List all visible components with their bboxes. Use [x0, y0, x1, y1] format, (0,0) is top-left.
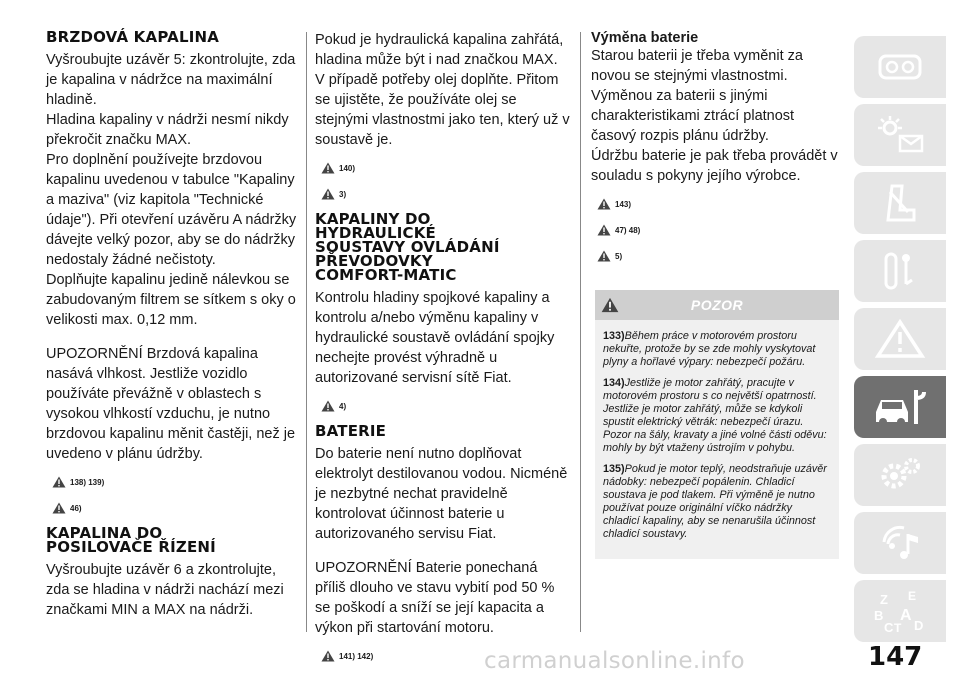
brake-text-2: Hladina kapaliny v nádrži nesmí nikdy překročit značku MAX.: [46, 112, 289, 148]
tab-emergency[interactable]: [854, 308, 946, 370]
warning-box-body: [595, 320, 839, 541]
settings-gears-icon: [870, 452, 930, 498]
car-service-icon: [870, 384, 930, 430]
brake-text-3: Pro doplnění používejte brzdovou kapalinu uvedenou v tabulce "Kapaliny a maziva" (viz kapitola "Technické údaje"). Při otevření uzávěru A nádržky dávejte velký pozor, aby se do nádržky nedostaly žádné nečistoty.: [46, 152, 297, 268]
reference-label: 138) 139): [70, 477, 105, 487]
index-letter: Z: [880, 592, 888, 607]
warning-item-text: Jestliže je motor zahřátý, pracujte v motorovém prostoru s co největší opatrností. Jestliže je motor zahřátý, může se kdykoli spustit elektrický větrák: nebezpečí úrazu. Pozor na šály, kravaty a jiné volné části oděvu: mohly by být vtaženy ústrojím v pohybu.: [603, 377, 827, 454]
reference-label: 5): [615, 251, 623, 261]
reference-note: [597, 196, 839, 212]
battery-replace-text-3: Údržbu baterie je pak třeba provádět v souladu s pokyny jejího výrobce.: [591, 148, 838, 184]
warning-box: [595, 290, 839, 559]
reference-note: [52, 474, 298, 490]
column-divider: [306, 32, 307, 632]
tab-service[interactable]: [854, 376, 946, 438]
reference-note: [321, 160, 571, 176]
index-letter: E: [908, 589, 917, 603]
column-right: [591, 30, 839, 559]
tab-safety[interactable]: [854, 172, 946, 234]
brake-note: UPOZORNĚNÍ Brzdová kapalina nasává vlhkost. Jestliže vozidlo používáte převážně v oblastech s vysokou vlhkostí vzduchu, je nutno brzdovou kapalinu měnit častěji, než je uvedeno v plánu údržby.: [46, 346, 296, 462]
reference-label: 4): [339, 401, 347, 411]
reference-note: [321, 398, 571, 414]
seat-safety-icon: [870, 180, 930, 226]
tab-settings[interactable]: [854, 444, 946, 506]
reference-label: 46): [70, 503, 82, 513]
battery-note: UPOZORNĚNÍ Baterie ponechaná příliš dlouho ve stavu vybití pod 50 % se poškodí a sníží se její kapacita a výkon při startování motoru.: [315, 560, 555, 636]
warning-box-title: POZOR: [690, 297, 744, 313]
reference-note: [52, 500, 298, 516]
column-divider: [580, 32, 581, 632]
index-letter: A: [900, 607, 912, 624]
warning-icon: [321, 162, 335, 174]
warning-icon: [321, 400, 335, 412]
transmission-fluid-heading: KAPALINY DO HYDRAULICKÉ SOUSTAVY OVLÁDÁNÍ PŘEVODOVKY COMFORT-MATIC: [315, 210, 500, 284]
steering-fluid-heading: KAPALINA DO POSILOVAČE ŘÍZENÍ: [46, 524, 216, 556]
watermark: carmanualsonline.info: [484, 648, 745, 674]
brake-text-1: Vyšroubujte uzávěr 5: zkontrolujte, zda je kapalina v nádržce na maximální hladině.: [46, 52, 296, 108]
index-letter: D: [914, 618, 924, 633]
warning-icon: [601, 297, 619, 313]
hydraulic-text: Pokud je hydraulická kapalina zahřátá, hladina může být i nad značkou MAX. V případě potřeby olej doplňte. Přitom se ujistěte, že používáte olej se stejnými vlastnostmi jako ten, který už v soustavě je.: [315, 32, 570, 148]
steering-text: Vyšroubujte uzávěr 6 a zkontrolujte, zda se hladina v nádrži nachází mezi značkami MIN a MAX na nádrži.: [46, 562, 284, 618]
column-middle: [315, 30, 571, 674]
lights-message-icon: [870, 112, 930, 158]
tab-index[interactable]: [854, 580, 946, 642]
warning-item-number: 134): [603, 377, 625, 389]
warning-item-number: 133): [603, 330, 625, 342]
warning-item: [603, 463, 831, 541]
warning-icon: [597, 198, 611, 210]
warning-item: [603, 377, 831, 455]
index-letter: B: [874, 608, 884, 623]
reference-label: 141) 142): [339, 651, 374, 661]
warning-box-header: [595, 290, 839, 320]
column-left: [46, 30, 298, 620]
battery-replace-heading: Výměna baterie: [591, 30, 699, 46]
page-number: 147: [868, 642, 923, 672]
brake-fluid-heading: BRZDOVÁ KAPALINA: [46, 28, 220, 46]
warning-item: [603, 330, 831, 369]
warning-icon: [321, 650, 335, 662]
key-start-icon: [870, 248, 930, 294]
reference-label: 140): [339, 163, 356, 173]
warning-icon: [321, 188, 335, 200]
warning-triangle-icon: [870, 316, 930, 362]
warning-icon: [52, 476, 66, 488]
index-letter: C: [884, 620, 894, 634]
reference-note: [597, 248, 839, 264]
warning-item-number: 135): [603, 463, 625, 475]
reference-label: 47) 48): [615, 225, 641, 235]
battery-text: Do baterie není nutno doplňovat elektrolyt destilovanou vodou. Nicméně je nezbytné nechat pravidelně kontrolovat účinnost baterie u autorizovaného servisu Fiat.: [315, 446, 568, 542]
multimedia-icon: [870, 520, 930, 566]
chapter-sidebar: [854, 36, 954, 648]
warning-icon: [597, 250, 611, 262]
car-dashboard-icon: [870, 44, 930, 90]
warning-icon: [597, 224, 611, 236]
index-letters-icon: [870, 588, 930, 634]
reference-note: [321, 186, 571, 202]
reference-note: [597, 222, 839, 238]
index-letter: T: [894, 621, 902, 634]
warning-icon: [52, 502, 66, 514]
tab-start[interactable]: [854, 240, 946, 302]
warning-item-text: Během práce v motorovém prostoru nekuřte, protože by se zde mohly vyskytovat plyny a hořlavé výpary: nebezpečí požáru.: [603, 330, 816, 368]
transmission-text: Kontrolu hladiny spojkové kapaliny a kontrolu a/nebo výměnu kapaliny v hydraulické soustavě ovládání spojky nechejte provést výhradně u autorizované servisní sítě Fiat.: [315, 290, 555, 386]
reference-label: 3): [339, 189, 347, 199]
tab-lights[interactable]: [854, 104, 946, 166]
tab-dashboard[interactable]: [854, 36, 946, 98]
battery-replace-text-1: Starou baterii je třeba vyměnit za novou se stejnými vlastnostmi.: [591, 48, 803, 84]
battery-heading: BATERIE: [315, 422, 387, 440]
tab-multimedia[interactable]: [854, 512, 946, 574]
warning-item-text: Pokud je motor teplý, neodstraňuje uzávěr nádobky: nebezpečí popálenin. Chladicí soustava je pod tlakem. Při výměně je nutno používat pouze originální víčko nádržky chladicí kapaliny, aby se nenarušila účinnost chladicí soustavy.: [603, 463, 827, 540]
reference-label: 143): [615, 199, 632, 209]
battery-replace-text-2: Výměnou za baterii s jinými charakteristikami ztrácí platnost časový rozpis plánu údržby.: [591, 88, 795, 144]
brake-text-4: Doplňujte kapalinu jedině nálevkou se zabudovaným filtrem se sítkem s oky o velikosti max. 0,12 mm.: [46, 272, 296, 328]
